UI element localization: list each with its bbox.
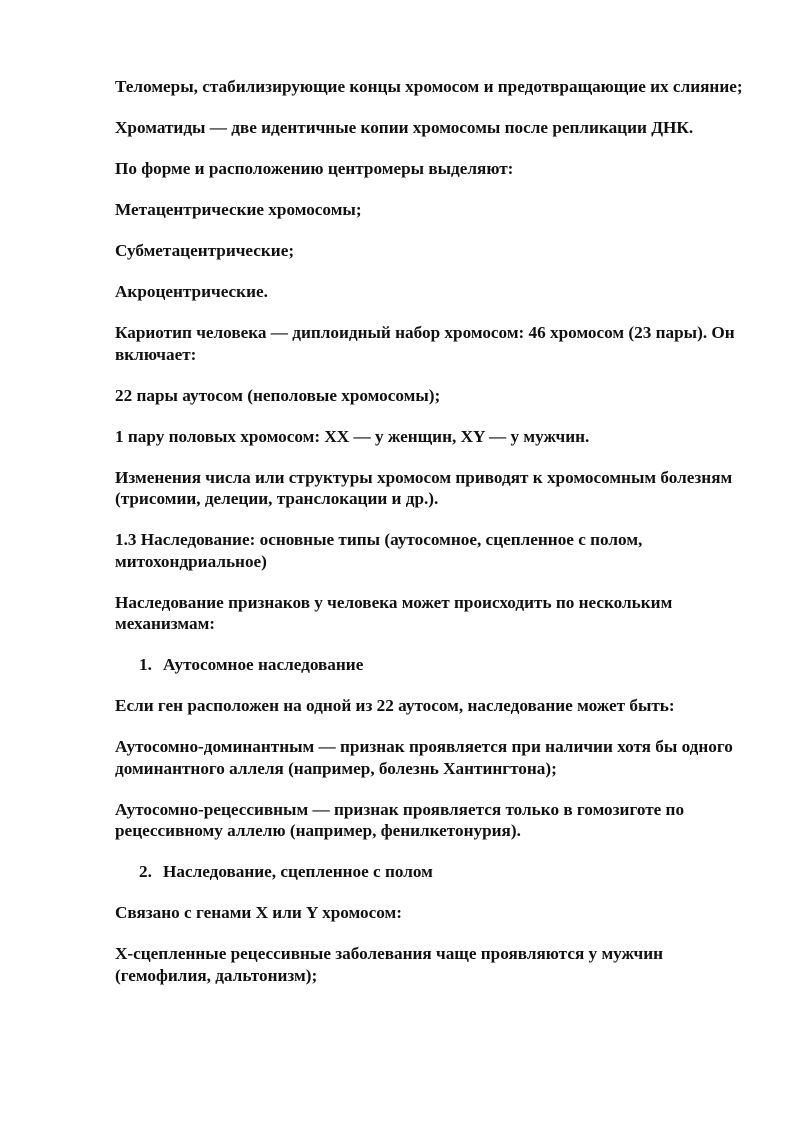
- section-heading-inheritance: 1.3 Наследование: основные типы (аутосомное, сцепленное с полом, митохондриальное): [115, 530, 643, 571]
- document-body: [115, 76, 747, 1006]
- paragraph-inheritance-intro: Наследование признаков у человека может происходить по нескольким механизмам:: [115, 592, 673, 633]
- paragraph-centromere-types: По форме и расположению центромеры выделяют:: [115, 159, 514, 178]
- list-item-label: Аутосомное наследование: [163, 655, 364, 674]
- paragraph-autosomal-dominant: Аутосомно-доминантным — признак проявляется при наличии хотя бы одного доминантного аллеля (например, болезнь Хантингтона);: [115, 737, 733, 778]
- paragraph-sex-linked-intro: Связано с генами X или Y хромосом:: [115, 903, 402, 922]
- paragraph-karyotype: Кариотип человека — диплоидный набор хромосом: 46 хромосом (23 пары). Он включает:: [115, 323, 735, 364]
- paragraph-chromosomal-diseases: Изменения числа или структуры хромосом приводят к хромосомным болезням (трисомии, делеции, транслокации и др.).: [115, 467, 733, 508]
- paragraph-x-linked-recessive: X-сцепленные рецессивные заболевания чаще проявляются у мужчин (гемофилия, дальтонизм);: [115, 944, 664, 985]
- list-item-sex-linked: [115, 861, 747, 883]
- paragraph-sex-chromosomes: 1 пару половых хромосом: XX — у женщин, XY — у мужчин.: [115, 426, 590, 446]
- paragraph-chromatids: Хроматиды — две идентичные копии хромосомы после репликации ДНК.: [115, 118, 694, 137]
- paragraph-autosomal-intro: Если ген расположен на одной из 22 аутосом, наследование может быть:: [115, 696, 675, 715]
- list-item-label: Наследование, сцепленное с полом: [163, 862, 433, 881]
- list-number: 2.: [139, 862, 152, 881]
- paragraph-autosomes: 22 пары аутосом (неполовые хромосомы);: [115, 385, 441, 405]
- list-item-autosomal: [115, 654, 747, 676]
- paragraph-telomeres: Теломеры, стабилизирующие концы хромосом и предотвращающие их слияние;: [115, 77, 743, 96]
- paragraph-autosomal-recessive: Аутосомно-рецессивным — признак проявляется только в гомозиготе по рецессивному аллелю (например, фенилкетонурия).: [115, 799, 685, 840]
- paragraph-submetacentric: Субметацентрические;: [115, 241, 295, 260]
- list-number: 1.: [139, 655, 152, 674]
- paragraph-metacentric: Метацентрические хромосомы;: [115, 200, 362, 219]
- paragraph-acrocentric: Акроцентрические.: [115, 282, 268, 301]
